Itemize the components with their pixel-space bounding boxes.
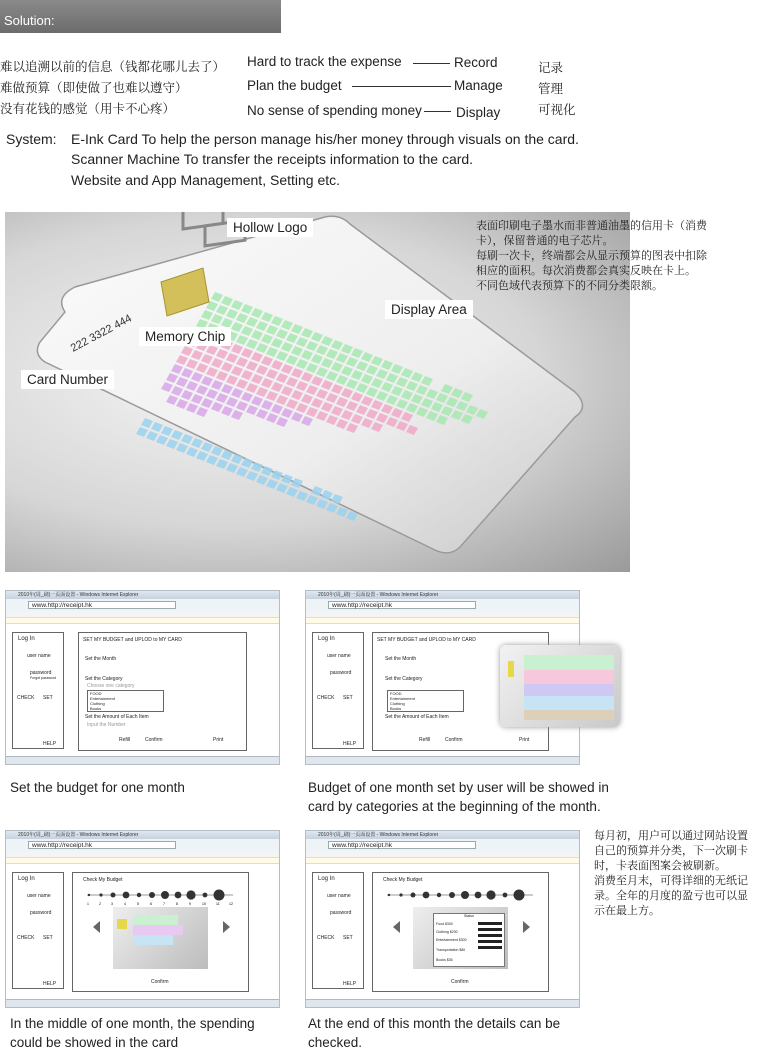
url-field[interactable]: www.http://receipt.hk bbox=[328, 601, 476, 609]
refill-button[interactable]: Refill bbox=[119, 737, 131, 743]
browser-screenshot-3 bbox=[5, 830, 280, 1008]
web-page bbox=[306, 864, 579, 1003]
web-page bbox=[6, 624, 279, 760]
forgot-password-link[interactable]: Forgot password bbox=[30, 676, 57, 680]
option-entertainment[interactable]: Entertainment bbox=[90, 696, 115, 701]
card-chip bbox=[117, 919, 127, 929]
action-record: Record bbox=[454, 55, 498, 70]
user-name-label: user name bbox=[27, 893, 51, 899]
display-pixel bbox=[176, 443, 188, 453]
caption-2-line-2: card by categories at the beginning of the month. bbox=[308, 799, 601, 814]
display-pixel bbox=[156, 435, 168, 445]
caption-3-line-2: could be showed in the card bbox=[10, 1035, 179, 1050]
caption-2 bbox=[308, 778, 638, 816]
system-line-2: Scanner Machine To transfer the receipts information to the card. bbox=[71, 151, 474, 167]
option-clothing[interactable]: Clothing bbox=[390, 701, 405, 706]
caption-2-line-1: Budget of one month set by user will be showed in bbox=[308, 780, 609, 795]
category-placeholder: Choose one category bbox=[87, 683, 135, 689]
budget-form-panel bbox=[78, 632, 247, 751]
display-pixel bbox=[266, 479, 278, 489]
card-band-blue bbox=[524, 696, 614, 710]
user-name-label: user name bbox=[327, 653, 351, 659]
display-pixel bbox=[236, 467, 248, 477]
svg-text:8: 8 bbox=[176, 902, 178, 906]
connector-1 bbox=[413, 63, 450, 64]
card-chip bbox=[508, 661, 514, 677]
month-timeline[interactable] bbox=[81, 887, 241, 907]
display-pixel bbox=[146, 431, 158, 441]
detail-row-clothing: Clothing $200 bbox=[436, 930, 458, 934]
display-pixel bbox=[226, 463, 238, 473]
card-number-text: 222 3322 444 bbox=[68, 312, 134, 355]
address-bar bbox=[6, 839, 279, 851]
label-hollow-logo: Hollow Logo bbox=[227, 218, 313, 237]
check-button[interactable]: CHECK bbox=[17, 695, 35, 701]
display-pixel bbox=[151, 422, 163, 432]
display-pixel bbox=[306, 495, 318, 505]
detail-header: Status bbox=[464, 914, 474, 918]
display-pixel bbox=[256, 475, 268, 485]
check-button[interactable]: CHECK bbox=[17, 935, 35, 941]
confirm-button[interactable]: Confirm bbox=[145, 737, 163, 743]
password-label: password bbox=[330, 910, 352, 916]
card-band-blue bbox=[133, 935, 173, 945]
card-band-green bbox=[133, 915, 178, 925]
help-link[interactable]: HELP bbox=[343, 981, 357, 987]
password-label: password bbox=[30, 910, 52, 916]
address-bar bbox=[306, 599, 579, 611]
help-link[interactable]: HELP bbox=[43, 981, 57, 987]
display-pixel bbox=[216, 459, 228, 469]
detail-row-books: Books $36 bbox=[436, 958, 453, 962]
caption-4-line-1: At the end of this month the details can be bbox=[308, 1016, 561, 1031]
side-description bbox=[594, 828, 748, 918]
card-desc-4: 相应的面积。每次消费都会真实反映在卡上。 bbox=[476, 264, 696, 277]
login-title: Log In bbox=[318, 636, 335, 642]
budget-form-title: SET MY BUDGET and UPLOD to MY CARD bbox=[377, 637, 476, 643]
card-desc-3: 每刷一次卡，终端都会从显示预算的图表中扣除 bbox=[476, 249, 707, 262]
toolbar bbox=[6, 851, 279, 858]
action-manage: Manage bbox=[454, 78, 503, 93]
card-description bbox=[476, 218, 721, 293]
caption-4 bbox=[308, 1014, 560, 1052]
svg-text:12: 12 bbox=[229, 902, 233, 906]
svg-text:9: 9 bbox=[189, 902, 191, 906]
problem-en-1: Hard to track the expense bbox=[247, 54, 402, 69]
login-panel bbox=[312, 872, 364, 989]
side-desc-5: 录。全年的月度的盈亏也可以显 bbox=[594, 889, 748, 902]
detail-row-food: Food $300 bbox=[436, 922, 453, 926]
card-desc-1: 表面印刷电子墨水而非普通油墨的信用卡（消费 bbox=[476, 219, 707, 232]
detail-row-transportation: Transportation $80 bbox=[436, 948, 466, 952]
window-title: 2010年(周_刷)一页面设置 - Windows Internet Explorer bbox=[306, 831, 579, 839]
solution-title: Solution: bbox=[4, 13, 55, 28]
budget-form-title: SET MY BUDGET and UPLOD to MY CARD bbox=[83, 637, 182, 643]
option-books[interactable]: Books bbox=[390, 706, 402, 711]
system-line-1: E-Ink Card To help the person manage his/her money through visuals on the card. bbox=[71, 131, 579, 147]
system-line-3: Website and App Management, Setting etc. bbox=[71, 172, 341, 188]
side-desc-6: 示在最上方。 bbox=[594, 904, 660, 917]
status-bar bbox=[6, 999, 279, 1007]
login-title: Log In bbox=[18, 636, 35, 642]
detail-row-entertainment: Entertainment $300 bbox=[436, 938, 467, 942]
check-budget-title: Check My Budget bbox=[383, 877, 423, 883]
card-preview bbox=[413, 907, 508, 969]
next-arrow-icon[interactable] bbox=[523, 921, 530, 933]
display-pixel bbox=[326, 503, 338, 513]
web-page bbox=[6, 864, 279, 1003]
display-pixel bbox=[136, 427, 148, 437]
status-bar bbox=[306, 756, 579, 764]
toolbar bbox=[6, 611, 279, 618]
side-desc-2: 自己的预算并分类，下一次刷卡 bbox=[594, 844, 748, 857]
next-arrow-icon[interactable] bbox=[223, 921, 230, 933]
help-link[interactable]: HELP bbox=[43, 741, 57, 747]
problem-en-2: Plan the budget bbox=[247, 78, 342, 93]
action-zh-1: 记录 bbox=[538, 60, 564, 75]
login-panel bbox=[12, 872, 64, 989]
password-label: password bbox=[330, 670, 352, 676]
display-pixel bbox=[181, 434, 193, 444]
svg-text:10: 10 bbox=[202, 902, 206, 906]
card-band-pink bbox=[524, 670, 614, 684]
help-link[interactable]: HELP bbox=[343, 741, 357, 747]
print-button[interactable]: Print bbox=[519, 737, 530, 743]
option-clothing[interactable]: Clothing bbox=[90, 701, 105, 706]
side-desc-3: 时，卡表面图案会被刷新。 bbox=[594, 859, 726, 872]
check-button[interactable]: CHECK bbox=[317, 695, 335, 701]
login-panel bbox=[12, 632, 64, 749]
prev-arrow-icon[interactable] bbox=[93, 921, 100, 933]
display-pixel bbox=[141, 418, 153, 428]
side-desc-1: 每月初，用户可以通过网站设置 bbox=[594, 829, 748, 842]
detail-table bbox=[433, 913, 505, 967]
display-pixel bbox=[201, 442, 213, 452]
connector-2 bbox=[352, 86, 451, 87]
caption-1: Set the budget for one month bbox=[10, 780, 185, 795]
user-name-label: user name bbox=[327, 893, 351, 899]
detail-bars bbox=[478, 922, 502, 952]
prev-arrow-icon[interactable] bbox=[393, 921, 400, 933]
set-amount-label: Set the Amount of Each Item bbox=[85, 714, 149, 720]
solution-banner bbox=[0, 0, 281, 33]
browser-screenshot-1 bbox=[5, 590, 280, 765]
hollow-logo-shape-1 bbox=[183, 212, 223, 229]
option-food[interactable]: FOOD bbox=[390, 691, 402, 696]
display-pixel bbox=[336, 507, 348, 517]
option-entertainment[interactable]: Entertainment bbox=[390, 696, 415, 701]
toolbar bbox=[306, 611, 579, 618]
check-budget-panel bbox=[372, 872, 549, 992]
option-books[interactable]: Books bbox=[90, 706, 102, 711]
confirm-button[interactable]: Confirm bbox=[451, 979, 469, 985]
password-label: password bbox=[30, 670, 52, 676]
action-display: Display bbox=[456, 105, 501, 120]
card-preview bbox=[113, 907, 208, 969]
set-button[interactable]: SET bbox=[43, 695, 53, 701]
login-panel bbox=[312, 632, 364, 749]
set-button[interactable]: SET bbox=[343, 935, 353, 941]
action-zh-2: 管理 bbox=[538, 81, 564, 96]
caption-3-line-1: In the middle of one month, the spending bbox=[10, 1016, 255, 1031]
display-pixel bbox=[166, 439, 178, 449]
set-month-label: Set the Month bbox=[385, 656, 417, 662]
set-amount-label: Set the Amount of Each Item bbox=[385, 714, 449, 720]
address-bar bbox=[6, 599, 279, 611]
card-band-brown bbox=[524, 710, 614, 720]
display-pixel bbox=[186, 447, 198, 457]
url-field[interactable]: www.http://receipt.hk bbox=[28, 841, 176, 849]
problem-zh-1: 难以追溯以前的信息（钱都花哪儿去了） bbox=[0, 59, 226, 74]
refill-button[interactable]: Refill bbox=[419, 737, 431, 743]
url-field[interactable]: www.http://receipt.hk bbox=[328, 841, 476, 849]
card-desc-5: 不同色域代表预算下的不同分类限额。 bbox=[476, 279, 663, 292]
label-display-area: Display Area bbox=[385, 300, 473, 319]
set-button[interactable]: SET bbox=[43, 935, 53, 941]
login-title: Log In bbox=[18, 876, 35, 882]
problem-en-3: No sense of spending money bbox=[247, 103, 422, 118]
category-listbox[interactable] bbox=[387, 690, 464, 712]
card-band-green bbox=[524, 655, 614, 670]
display-pixel bbox=[246, 471, 258, 481]
display-pixel bbox=[206, 455, 218, 465]
status-bar bbox=[306, 999, 579, 1007]
confirm-button[interactable]: Confirm bbox=[445, 737, 463, 743]
display-pixel bbox=[161, 426, 173, 436]
category-listbox[interactable] bbox=[87, 690, 164, 712]
svg-text:7: 7 bbox=[163, 902, 165, 906]
display-pixel bbox=[316, 499, 328, 509]
card-band-purple bbox=[524, 684, 614, 696]
label-card-number: Card Number bbox=[21, 370, 114, 389]
svg-text:2: 2 bbox=[99, 902, 101, 906]
browser-screenshot-4 bbox=[305, 830, 580, 1008]
confirm-button[interactable]: Confirm bbox=[151, 979, 169, 985]
print-button[interactable]: Print bbox=[213, 737, 224, 743]
url-field[interactable]: www.http://receipt.hk bbox=[28, 601, 176, 609]
svg-text:11: 11 bbox=[216, 902, 220, 906]
svg-text:6: 6 bbox=[150, 902, 152, 906]
display-pixel bbox=[296, 491, 308, 501]
caption-4-line-2: checked. bbox=[308, 1035, 363, 1050]
svg-text:4: 4 bbox=[124, 902, 126, 906]
card-preview-popup bbox=[500, 645, 620, 727]
month-timeline[interactable] bbox=[381, 887, 541, 907]
side-desc-4: 消费至月末，可得详细的无纸记 bbox=[594, 874, 748, 887]
display-pixel bbox=[196, 451, 208, 461]
check-budget-title: Check My Budget bbox=[83, 877, 123, 883]
window-title: 2010年(周_刷)一页面设置 - Windows Internet Explorer bbox=[6, 831, 279, 839]
card-band-purple bbox=[133, 925, 183, 935]
svg-text:5: 5 bbox=[137, 902, 139, 906]
login-title: Log In bbox=[318, 876, 335, 882]
window-title: 2010年(周_刷)一页面设置 - Windows Internet Explorer bbox=[6, 591, 279, 599]
caption-3 bbox=[10, 1014, 255, 1052]
option-food[interactable]: FOOD bbox=[90, 691, 102, 696]
display-pixel bbox=[191, 438, 203, 448]
display-pixel bbox=[171, 430, 183, 440]
set-category-label: Set the Category bbox=[385, 676, 423, 682]
system-label: System: bbox=[6, 131, 57, 147]
address-bar bbox=[306, 839, 579, 851]
label-memory-chip: Memory Chip bbox=[139, 327, 231, 346]
set-month-label: Set the Month bbox=[85, 656, 117, 662]
problem-zh-3: 没有花钱的感觉（用卡不心疼） bbox=[0, 101, 176, 116]
svg-text:3: 3 bbox=[111, 902, 113, 906]
check-button[interactable]: CHECK bbox=[317, 935, 335, 941]
card-desc-2: 卡），保留普通的电子芯片。 bbox=[476, 234, 614, 247]
check-budget-panel bbox=[72, 872, 249, 992]
svg-text:1: 1 bbox=[87, 902, 89, 906]
set-category-label: Set the Category bbox=[85, 676, 123, 682]
display-pixel bbox=[276, 483, 288, 493]
connector-3 bbox=[424, 111, 451, 112]
toolbar bbox=[306, 851, 579, 858]
set-button[interactable]: SET bbox=[343, 695, 353, 701]
display-pixel bbox=[286, 487, 298, 497]
problem-zh-2: 难做预算（即使做了也难以遵守） bbox=[0, 80, 188, 95]
status-bar bbox=[6, 756, 279, 764]
user-name-label: user name bbox=[27, 653, 51, 659]
amount-placeholder[interactable]: Input the Number bbox=[87, 722, 126, 728]
window-title: 2010年(周_刷)一页面设置 - Windows Internet Explorer bbox=[306, 591, 579, 599]
action-zh-3: 可视化 bbox=[538, 102, 576, 117]
